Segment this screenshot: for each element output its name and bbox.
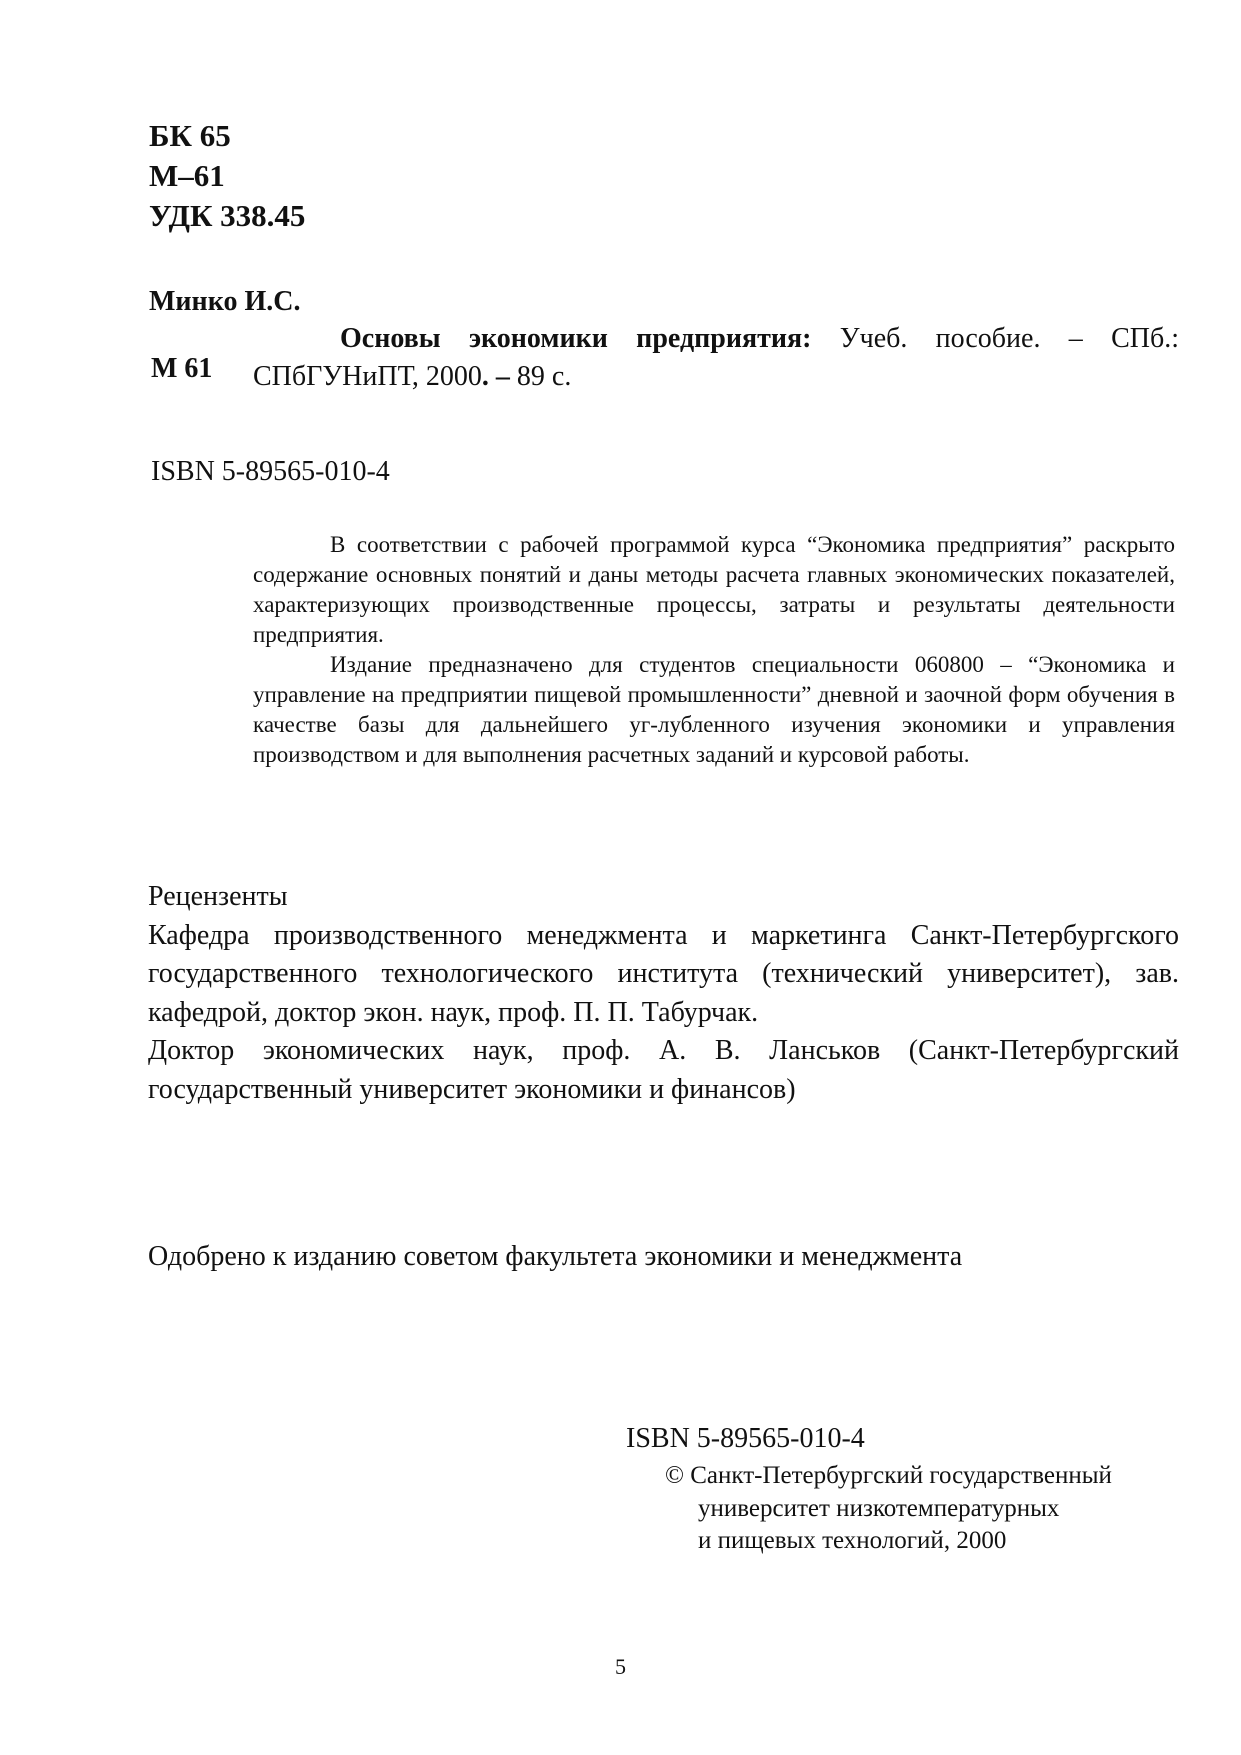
copyright-block	[665, 1460, 1112, 1558]
biblio-dash: . –	[481, 361, 510, 392]
biblio-line-2	[253, 358, 1179, 396]
isbn-bottom: ISBN 5-89565-010-4	[626, 1423, 865, 1454]
author-mark-code: М–61	[149, 158, 225, 193]
reviewers-section	[148, 878, 1179, 1109]
reviewer-2: Доктор экономических наук, проф. А. В. Ланськов (Санкт-Петербургский государственный университет экономики и финансов)	[148, 1035, 1179, 1105]
author-name: Минко И.С.	[149, 286, 301, 317]
biblio-line-1	[253, 320, 1179, 358]
udc-code: УДК 338.45	[149, 198, 306, 233]
book-title: Основы экономики предприятия:	[340, 323, 812, 354]
isbn-top: ISBN 5-89565-010-4	[151, 456, 390, 487]
author-mark-side: М 61	[151, 353, 213, 384]
abstract-paragraph-1: В соответствии с рабочей программой курса “Экономика предприятия” раскрыто содержание основных понятий и даны методы расчета главных экономических показателей, характеризующих производственные процессы, затраты и результаты деятельности предприятия.	[253, 532, 1175, 647]
copyright-line-1: © Санкт-Петербургский государственный	[665, 1462, 1112, 1489]
publisher-year: СПбГУНиПТ, 2000	[253, 361, 482, 392]
classification-codes	[149, 116, 305, 236]
copyright-line-3: и пищевых технологий, 2000	[698, 1527, 1007, 1554]
reviewers-heading: Рецензенты	[148, 881, 288, 912]
page-number: 5	[615, 1654, 626, 1679]
book-type-city: Учеб. пособие. – СПб.:	[811, 323, 1179, 354]
page-count: 89 с.	[509, 361, 572, 392]
reviewer-1: Кафедра производственного менеджмента и маркетинга Санкт-Петербургского государственного технологического института (технический университет), зав. кафедрой, доктор экон. наук, проф. П. П. Табурчак.	[148, 919, 1179, 1028]
approval-note: Одобрено к изданию советом факультета экономики и менеджмента	[148, 1241, 963, 1272]
abstract	[253, 530, 1175, 770]
bibliographic-description	[253, 320, 1179, 396]
abstract-paragraph-2: Издание предназначено для студентов специальности 060800 – “Экономика и управление на предприятии пищевой промышленности” дневной и заочной форм обучения в качестве базы для дальнейшего уг-лубленного изучения экономики и управления производством и для выполнения расчетных заданий и курсовой работы.	[253, 652, 1175, 767]
copyright-line-2: университет низкотемпературных	[698, 1494, 1060, 1522]
bbk-code: БК 65	[149, 118, 231, 153]
